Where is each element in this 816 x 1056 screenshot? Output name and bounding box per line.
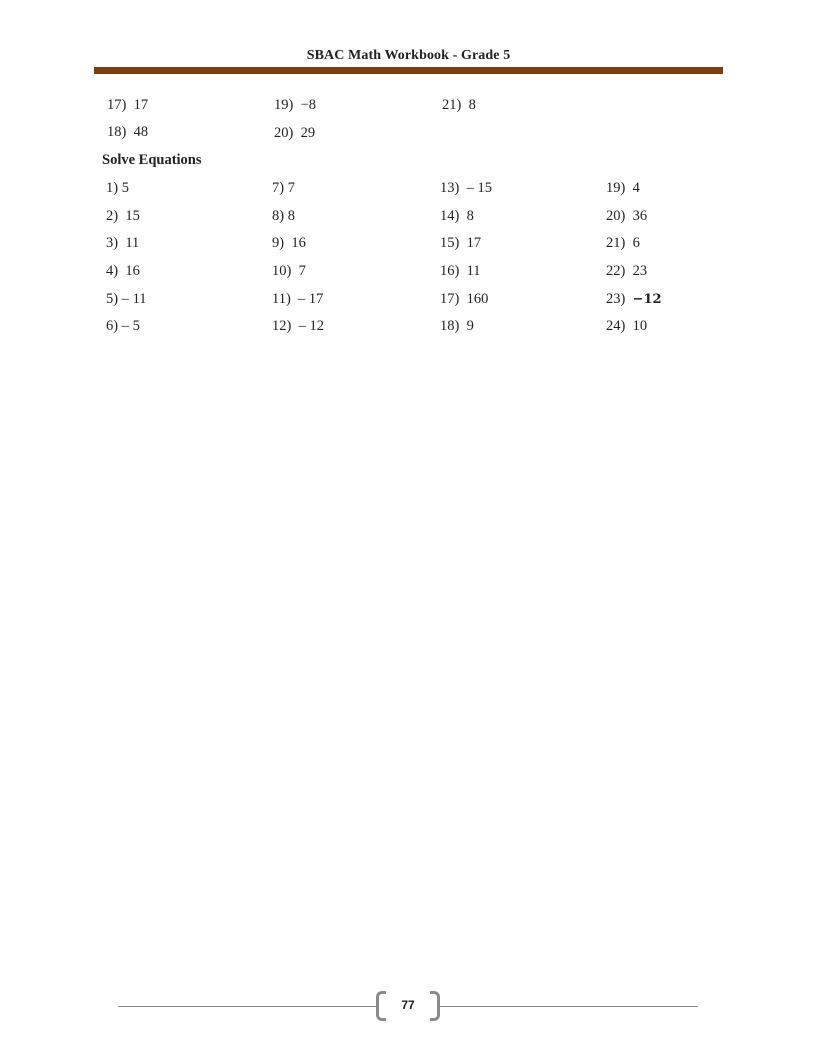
answer-label: 24) bbox=[606, 318, 626, 334]
answer-label: 1) bbox=[106, 180, 119, 196]
answer-value: 16 bbox=[125, 263, 140, 279]
answer-value: 9 bbox=[466, 318, 474, 334]
answer-label: 21) bbox=[442, 97, 462, 113]
answer-label: 9) bbox=[272, 235, 285, 251]
answer-label: 6) bbox=[106, 318, 119, 334]
answer-label: 16) bbox=[440, 263, 460, 279]
footer-bracket-left bbox=[376, 991, 386, 1021]
answer-label: 3) bbox=[106, 235, 119, 251]
answer-value: 7 bbox=[298, 263, 306, 279]
answer-value: 48 bbox=[133, 124, 149, 140]
page-number: 77 bbox=[401, 998, 415, 1012]
answer-item bbox=[606, 291, 662, 308]
header-rule bbox=[94, 67, 723, 74]
answer-item bbox=[107, 124, 148, 141]
answer-value: 5 bbox=[121, 180, 129, 196]
answer-value: 8 bbox=[468, 97, 476, 113]
answer-item bbox=[106, 180, 129, 197]
answer-item bbox=[106, 318, 140, 335]
answer-item bbox=[107, 97, 148, 114]
answer-value: −8 bbox=[300, 97, 317, 113]
answer-item bbox=[440, 180, 492, 197]
answer-label: 7) bbox=[272, 180, 285, 196]
answer-value: 11 bbox=[125, 235, 140, 251]
answer-label: 2) bbox=[106, 208, 119, 224]
answer-label: 8) bbox=[272, 208, 285, 224]
answer-item bbox=[606, 208, 647, 225]
answer-label: 19) bbox=[606, 180, 626, 196]
answer-item bbox=[272, 180, 295, 197]
answer-value: 29 bbox=[300, 125, 316, 141]
answer-label: 21) bbox=[606, 235, 626, 251]
answer-value: −12 bbox=[632, 292, 662, 307]
answer-label: 17) bbox=[440, 291, 460, 307]
answer-label: 4) bbox=[106, 263, 119, 279]
answer-label: 12) bbox=[272, 318, 292, 334]
section-title-solve-equations: Solve Equations bbox=[102, 152, 202, 168]
answer-value: – 15 bbox=[466, 180, 492, 196]
answer-value: 16 bbox=[291, 235, 306, 251]
answer-label: 15) bbox=[440, 235, 460, 251]
footer-rule-right bbox=[438, 1006, 698, 1007]
answer-item bbox=[440, 235, 481, 252]
answer-value: – 12 bbox=[298, 318, 324, 334]
answer-label: 18) bbox=[107, 124, 127, 140]
answer-label: 14) bbox=[440, 208, 460, 224]
footer-rule-left bbox=[118, 1006, 376, 1007]
answer-item bbox=[272, 208, 295, 225]
answer-label: 5) bbox=[106, 291, 119, 307]
answer-value: 7 bbox=[287, 180, 295, 196]
answer-value: 6 bbox=[632, 235, 640, 251]
answer-item bbox=[440, 318, 474, 335]
answer-label: 13) bbox=[440, 180, 460, 196]
answer-value: – 11 bbox=[121, 291, 147, 307]
answer-value: 17 bbox=[466, 235, 482, 251]
answer-item bbox=[440, 208, 474, 225]
answer-label: 17) bbox=[107, 97, 127, 113]
answer-label: 20) bbox=[606, 208, 626, 224]
answer-item bbox=[274, 125, 315, 142]
answer-item bbox=[106, 263, 140, 280]
answer-item bbox=[606, 318, 647, 335]
answer-value: 8 bbox=[287, 208, 295, 224]
answer-item bbox=[106, 235, 139, 252]
answer-label: 10) bbox=[272, 263, 292, 279]
answer-item bbox=[272, 235, 306, 252]
answer-item bbox=[274, 97, 316, 114]
answer-label: 19) bbox=[274, 97, 294, 113]
answer-value: 8 bbox=[466, 208, 474, 224]
answer-item bbox=[272, 263, 306, 280]
answer-value: 11 bbox=[466, 263, 481, 279]
answer-value: – 17 bbox=[298, 291, 324, 307]
answer-value: 160 bbox=[466, 291, 489, 307]
answer-value: 23 bbox=[632, 263, 648, 279]
answer-value: 36 bbox=[632, 208, 648, 224]
answer-item bbox=[440, 263, 481, 280]
answer-item bbox=[606, 263, 647, 280]
answer-item bbox=[442, 97, 476, 114]
answer-label: 23) bbox=[606, 291, 626, 307]
answer-item bbox=[106, 208, 140, 225]
answer-label: 20) bbox=[274, 125, 294, 141]
page-header-title: SBAC Math Workbook - Grade 5 bbox=[306, 48, 511, 63]
answer-value: – 5 bbox=[121, 318, 140, 334]
answer-value: 4 bbox=[632, 180, 640, 196]
answer-label: 22) bbox=[606, 263, 626, 279]
answer-label: 11) bbox=[272, 291, 291, 307]
answer-value: 10 bbox=[632, 318, 648, 334]
answer-item bbox=[606, 235, 640, 252]
answer-item bbox=[440, 291, 488, 308]
answer-item bbox=[272, 318, 324, 335]
answer-label: 18) bbox=[440, 318, 460, 334]
answer-item bbox=[272, 291, 323, 308]
answer-item bbox=[606, 180, 640, 197]
answer-value: 17 bbox=[133, 97, 149, 113]
answer-value: 15 bbox=[125, 208, 140, 224]
answer-item bbox=[106, 291, 147, 308]
